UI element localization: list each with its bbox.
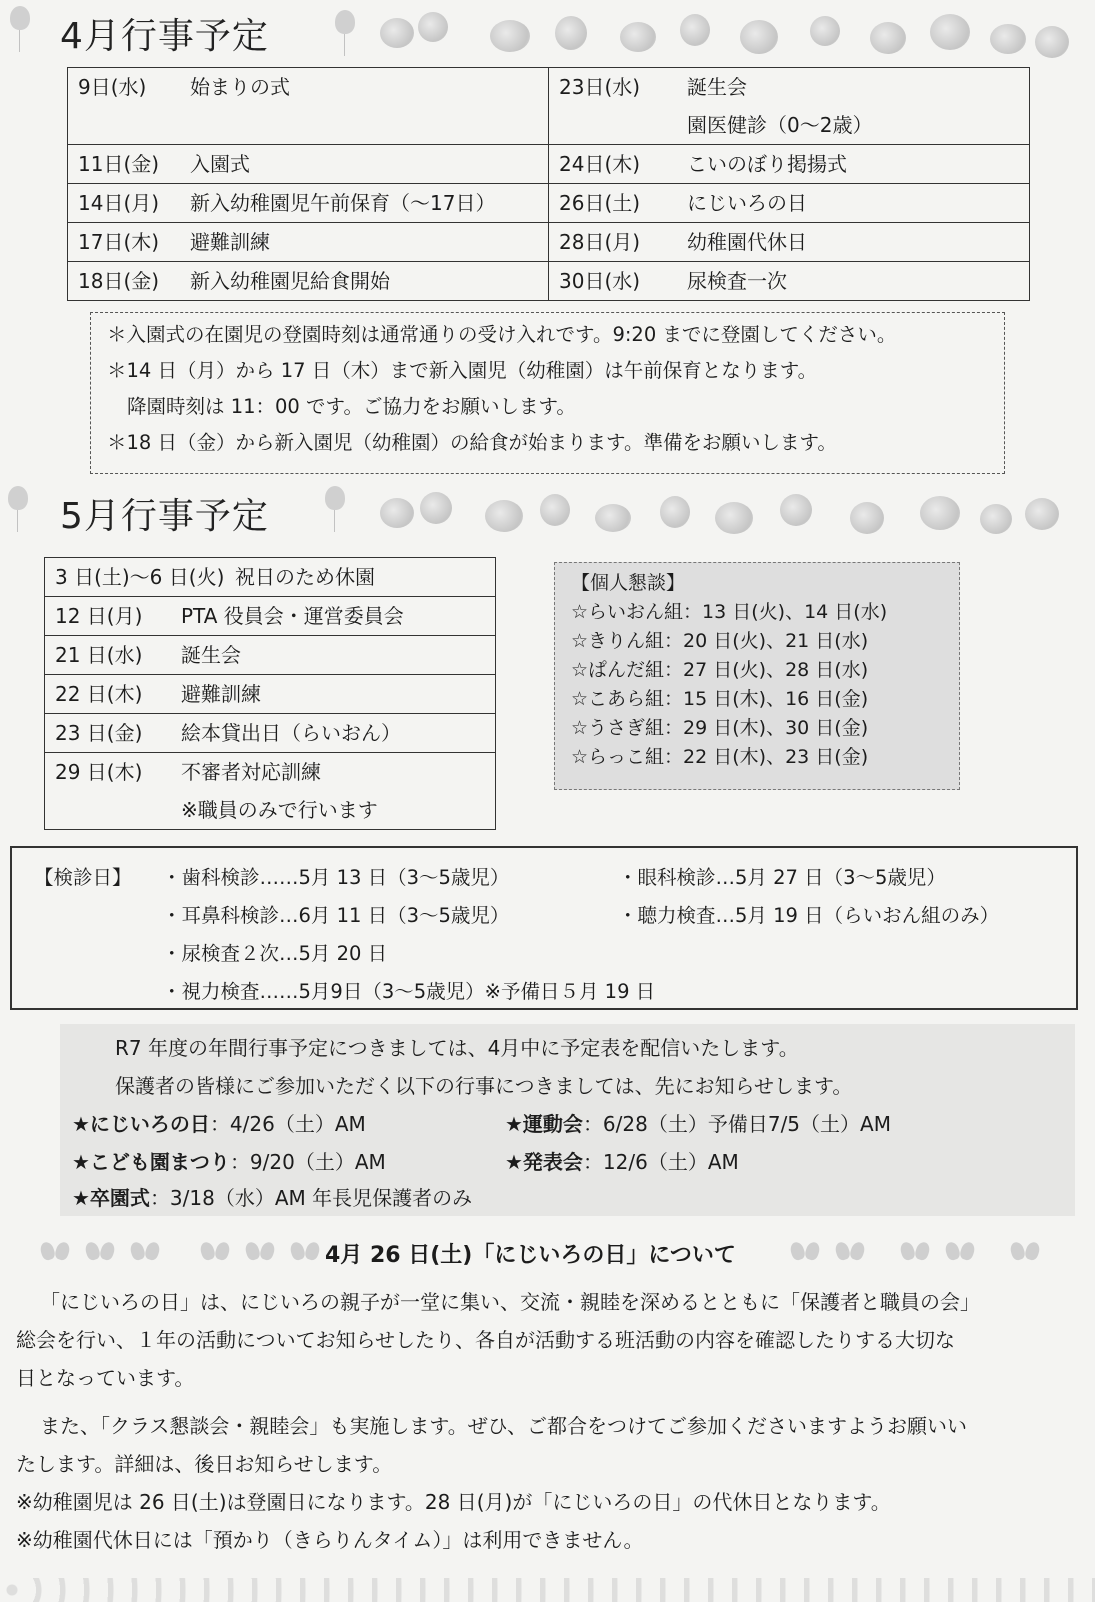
event-detail: ：6/28（土）予備日7/5（土）AM	[582, 1112, 891, 1136]
event-name: ★発表会	[505, 1150, 583, 1174]
table-row	[559, 184, 1019, 222]
event-date: 29 日(木)	[55, 760, 143, 784]
butterfly-decoration	[40, 1240, 70, 1264]
list-item: ・聴力検査…5月 19 日（らいおん組のみ）	[618, 904, 1000, 927]
event-name: 避難訓練	[181, 682, 261, 706]
table-row	[55, 714, 485, 752]
event-date: 3 日(土)～6 日(火)	[55, 565, 225, 589]
note-line: ＊18 日（金）から新入園児（幼稚園）の給食が始まります。準備をお願いします。	[107, 431, 837, 454]
list-item: ・尿検査２次…5月 20 日	[162, 942, 388, 965]
list-item	[505, 1144, 739, 1180]
event-date: 24日(木)	[559, 152, 641, 176]
consultation-title: 【個人懇談】	[571, 572, 686, 594]
exam-days-box	[10, 846, 1078, 1010]
event-date: 22 日(木)	[55, 682, 143, 706]
table-row	[559, 106, 1019, 144]
event-name: 新入幼稚園児午前保育（～17日）	[190, 191, 496, 215]
event-date: 14日(月)	[78, 191, 160, 215]
event-detail: ：12/6（土）AM	[582, 1150, 739, 1174]
list-item: ・視力検査……5月9日（3～5歳児）※予備日５月 19 日	[162, 980, 656, 1003]
event-name: 避難訓練	[190, 230, 270, 254]
event-note: ※職員のみで行います	[181, 798, 378, 822]
table-row	[78, 184, 538, 222]
announcement-line: R7 年度の年間行事予定につきましては、4月中に予定表を配信いたします。	[115, 1036, 799, 1060]
butterfly-decoration	[900, 1240, 930, 1264]
butterfly-decoration	[130, 1240, 160, 1264]
event-name: PTA 役員会・運営委員会	[181, 604, 404, 628]
note-line: ※幼稚園代休日には「預かり（きらりんタイム）」は利用できません。	[16, 1528, 644, 1552]
butterfly-decoration	[290, 1240, 320, 1264]
table-row	[78, 223, 538, 261]
event-detail: ：9/20（土）AM	[229, 1150, 386, 1174]
table-row	[78, 262, 538, 300]
butterfly-decoration	[1010, 1240, 1040, 1264]
event-detail: ：4/26（土）AM	[209, 1112, 366, 1136]
event-name: 祝日のため休園	[235, 565, 375, 589]
table-row	[559, 145, 1019, 183]
dots-decoration	[380, 8, 1080, 58]
list-item	[72, 1180, 472, 1216]
note-line: ＊14 日（月）から 17 日（木）まで新入園児（幼稚園）は午前保育となります。	[107, 359, 818, 382]
event-name: にじいろの日	[687, 191, 807, 215]
butterfly-decoration	[245, 1240, 275, 1264]
note-line: ＊入園式の在園児の登園時刻は通常通りの受け入れです。9:20 までに登園してください。	[107, 323, 897, 346]
event-name: 絵本貸出日（らいおん）	[181, 721, 401, 745]
event-date: 11日(金)	[78, 152, 160, 176]
event-name: 幼稚園代休日	[687, 230, 807, 254]
individual-consultation-box	[554, 562, 960, 790]
table-row	[78, 145, 538, 183]
table-row	[55, 675, 485, 713]
balloon-decoration	[10, 6, 30, 30]
event-date: 30日(水)	[559, 269, 641, 293]
event-detail: ：3/18（水）AM 年長児保護者のみ	[149, 1186, 473, 1210]
list-item: ☆きりん組：20 日(火)、21 日(水)	[571, 630, 869, 652]
list-item	[505, 1106, 891, 1142]
list-item: ☆うさぎ組：29 日(木)、30 日(金)	[571, 717, 869, 739]
event-name: 園医健診（0～2歳）	[687, 113, 873, 137]
event-date: 17日(木)	[78, 230, 160, 254]
event-name: ★こども園まつり	[72, 1150, 230, 1174]
paragraph-line: 日となっています。	[16, 1366, 195, 1390]
event-date: 26日(土)	[559, 191, 641, 215]
table-row	[55, 558, 485, 596]
list-item: ・歯科検診……5月 13 日（3～5歳児）	[162, 866, 510, 889]
event-name: 誕生会	[181, 643, 241, 667]
event-date: 23 日(金)	[55, 721, 143, 745]
list-item	[72, 1106, 366, 1142]
event-name: ★卒園式	[72, 1186, 150, 1210]
event-name: こいのぼり掲揚式	[687, 152, 847, 176]
table-row	[559, 223, 1019, 261]
paragraph-line: 総会を行い、１年の活動についてお知らせしたり、各自が活動する班活動の内容を確認したりする大切な	[16, 1328, 955, 1352]
event-name: ★運動会	[505, 1112, 583, 1136]
list-item: ☆らっこ組：22 日(木)、23 日(金)	[571, 746, 869, 768]
table-row	[78, 68, 538, 106]
event-name: 入園式	[190, 152, 250, 176]
list-item: ・眼科検診…5月 27 日（3～5歳児）	[618, 866, 946, 889]
paragraph-line: また、「クラス懇談会・親睦会」も実施します。ぜひ、ご都合をつけてご参加くださいますようお願いい	[40, 1414, 967, 1438]
event-name: 誕生会	[687, 75, 747, 99]
flower-border-decoration	[0, 1578, 1095, 1602]
butterfly-decoration	[835, 1240, 865, 1264]
balloon-decoration	[335, 10, 355, 34]
event-date: 21 日(水)	[55, 643, 143, 667]
list-item: ☆こあら組：15 日(木)、16 日(金)	[571, 688, 869, 710]
announcement-line: 保護者の皆様にご参加いただく以下の行事につきましては、先にお知らせします。	[115, 1074, 853, 1098]
april-title: 4月行事予定	[60, 16, 269, 57]
list-item: ・耳鼻科検診…6月 11 日（3～5歳児）	[162, 904, 510, 927]
table-row	[55, 636, 485, 674]
event-name: ★にじいろの日	[72, 1112, 210, 1136]
list-item: ☆ぱんだ組：27 日(火)、28 日(水)	[571, 659, 869, 681]
nijiiro-day-title: 4月 26 日(土)「にじいろの日」について	[325, 1243, 736, 1268]
event-name: 不審者対応訓練	[181, 760, 321, 784]
paragraph-line: たします。詳細は、後日お知らせします。	[16, 1452, 393, 1476]
event-name: 新入幼稚園児給食開始	[190, 269, 390, 293]
paragraph-line: 「にじいろの日」は、にじいろの親子が一堂に集い、交流・親睦を深めるとともに「保護者と職員の会」	[40, 1290, 980, 1314]
exam-title: 【検診日】	[34, 866, 132, 889]
table-row	[55, 791, 485, 829]
table-row	[55, 597, 485, 635]
balloon-decoration	[8, 486, 28, 510]
annual-events-announcement	[60, 1024, 1075, 1216]
balloon-decoration	[325, 486, 345, 510]
list-item: ☆らいおん組：13 日(火)、14 日(水)	[571, 601, 888, 623]
april-notes	[90, 312, 1005, 474]
may-schedule-table	[44, 557, 496, 830]
event-date: 9日(水)	[78, 75, 147, 99]
butterfly-decoration	[200, 1240, 230, 1264]
dots-decoration	[380, 490, 1080, 540]
butterfly-decoration	[790, 1240, 820, 1264]
event-date: 28日(月)	[559, 230, 641, 254]
note-line: ※幼稚園児は 26 日(土)は登園日になります。28 日(月)が「にじいろの日」の代休日となります。	[16, 1490, 891, 1514]
may-title: 5月行事予定	[60, 496, 269, 537]
butterfly-decoration	[85, 1240, 115, 1264]
butterfly-decoration	[945, 1240, 975, 1264]
event-date: 18日(金)	[78, 269, 160, 293]
event-name: 始まりの式	[190, 75, 290, 99]
event-date: 23日(水)	[559, 75, 641, 99]
april-schedule-table	[67, 67, 1030, 301]
table-row	[559, 68, 1019, 106]
event-date: 12 日(月)	[55, 604, 143, 628]
table-row	[559, 262, 1019, 300]
event-name: 尿検査一次	[687, 269, 787, 293]
note-line: 降園時刻は 11：00 です。ご協力をお願いします。	[127, 395, 576, 418]
list-item	[72, 1144, 386, 1180]
table-row	[55, 753, 485, 791]
